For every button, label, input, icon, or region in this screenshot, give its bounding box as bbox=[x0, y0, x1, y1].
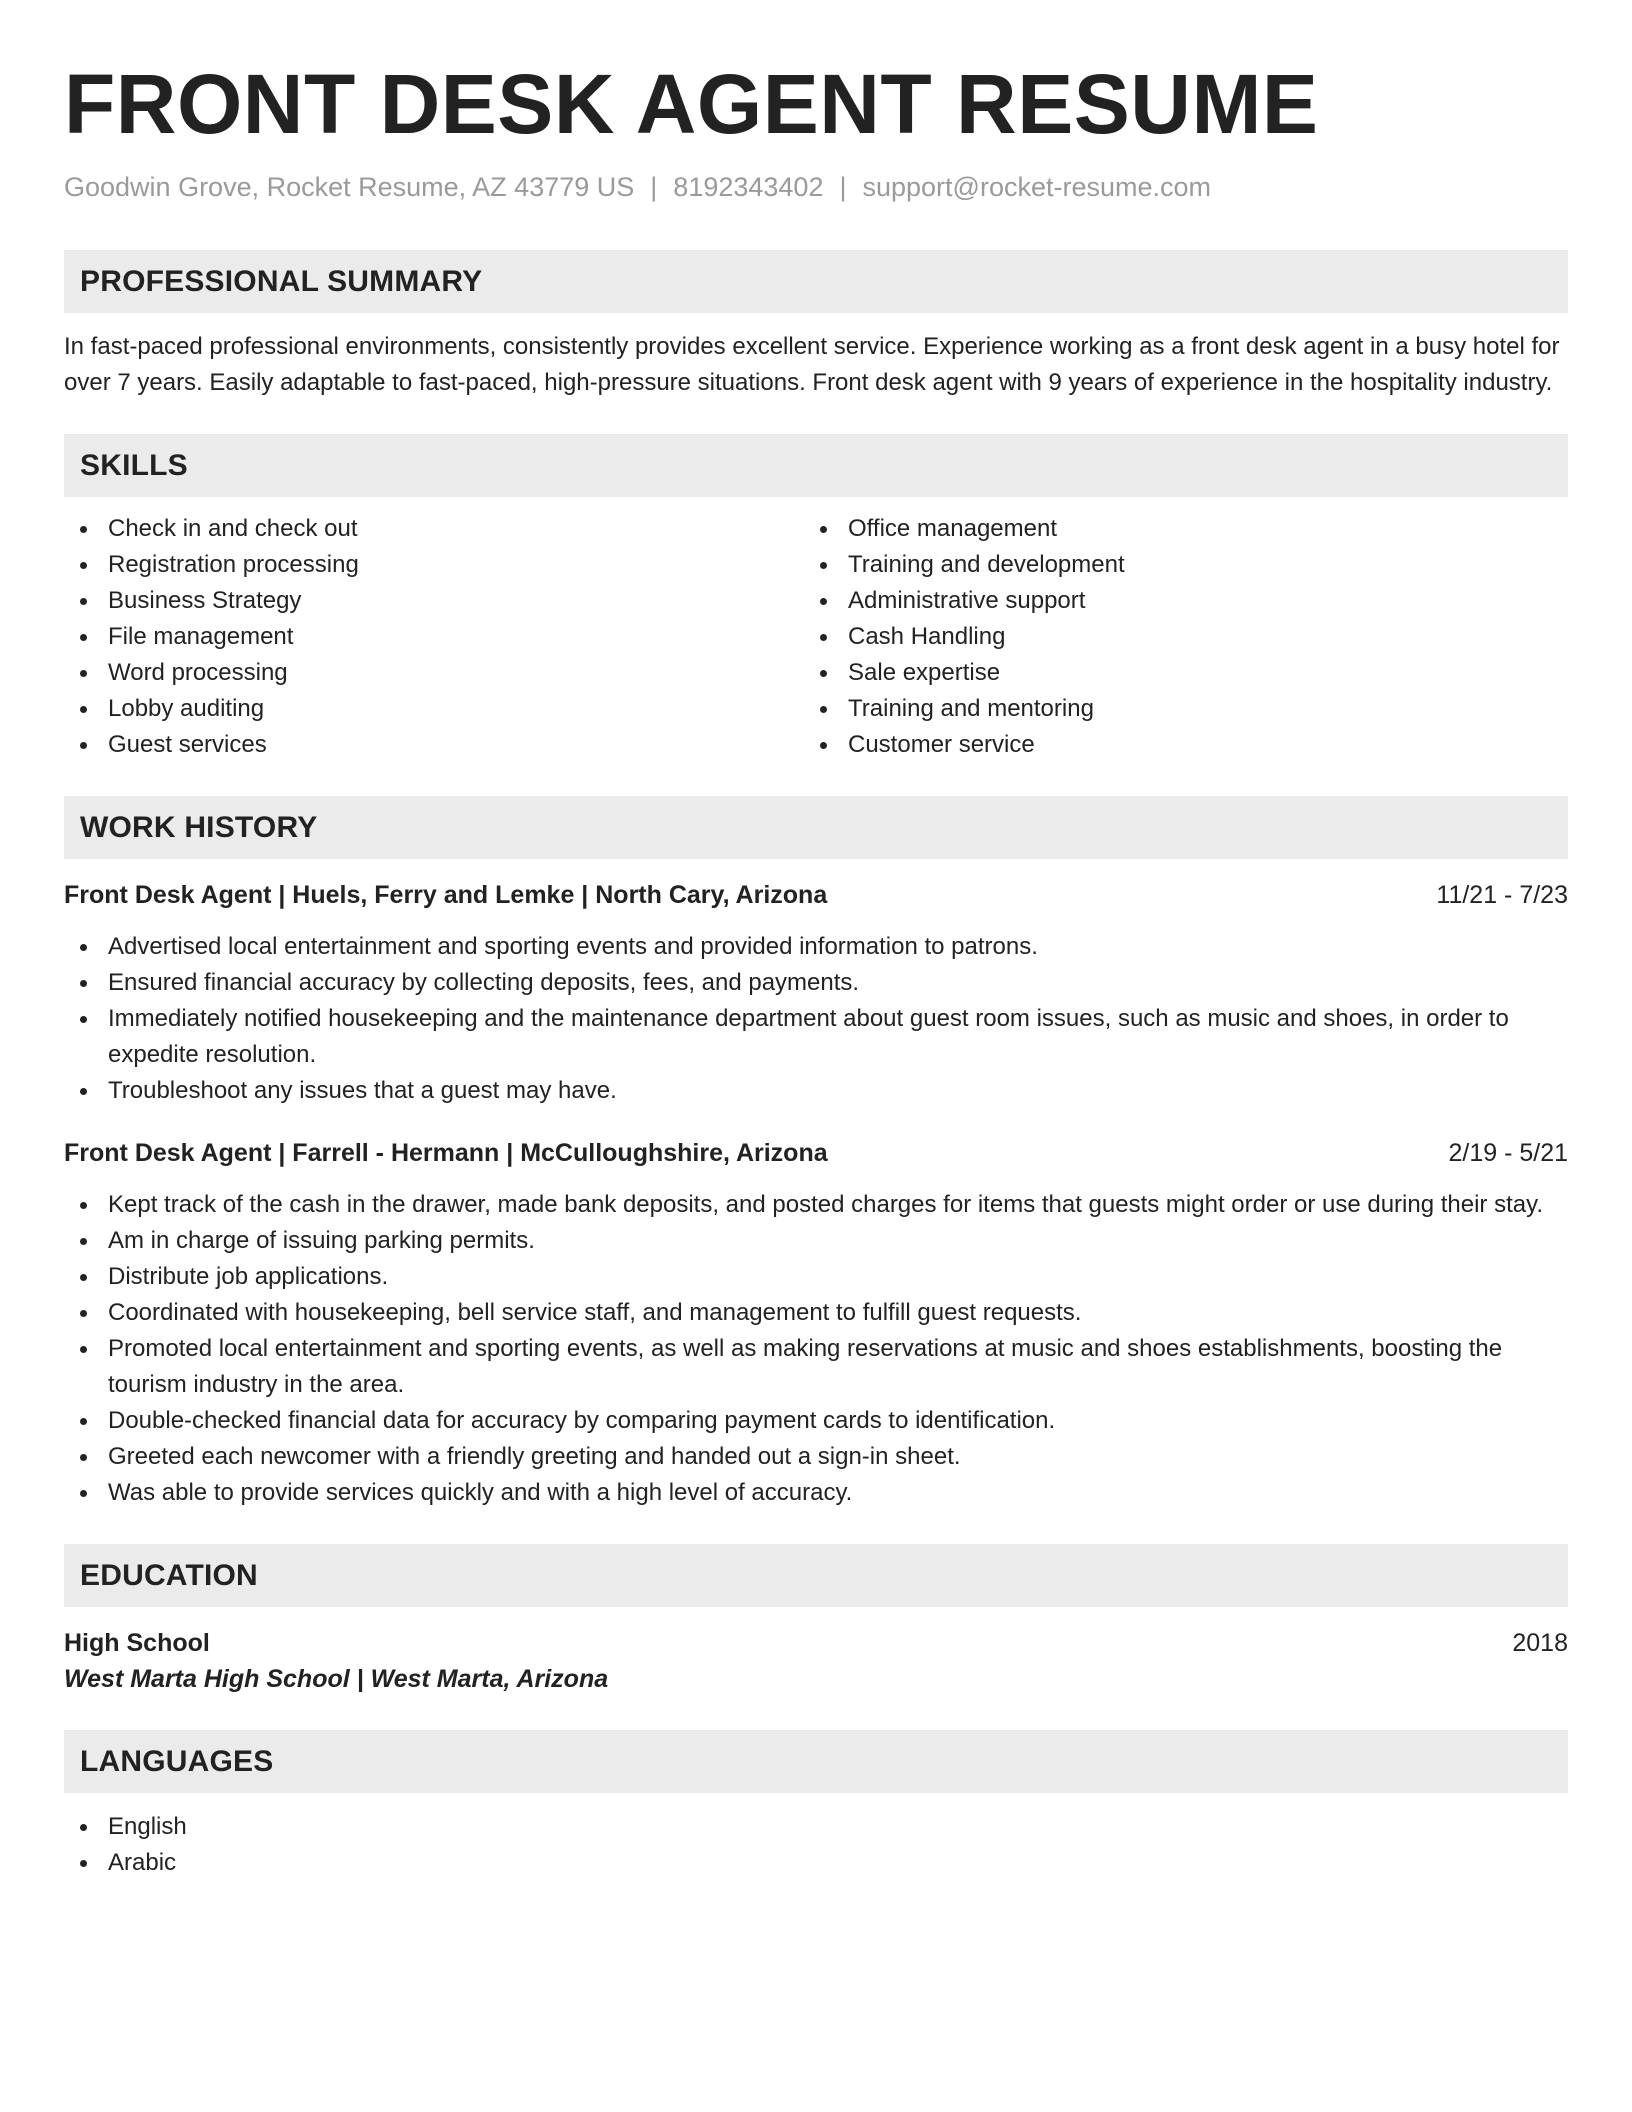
skill-item: Check in and check out bbox=[64, 511, 804, 547]
skill-item: Business Strategy bbox=[64, 583, 804, 619]
languages-list bbox=[64, 1809, 1568, 1881]
summary-text: In fast-paced professional environments, consistently provides excellent service. Experience working as a front desk agent in a busy hotel for over 7 years. Easily adaptable to fast-paced, high-pressure situations. Front desk agent with 9 years of experience in the hospitality industry. bbox=[64, 333, 1560, 397]
language-item: Arabic bbox=[64, 1845, 1568, 1881]
section-heading-work-history: WORK HISTORY bbox=[64, 796, 1568, 859]
job-title: Front Desk Agent | Huels, Ferry and Lemke | North Cary, Arizona bbox=[64, 881, 828, 910]
skill-item: Cash Handling bbox=[804, 619, 1544, 655]
job-bullet: Ensured financial accuracy by collecting deposits, fees, and payments. bbox=[64, 965, 1568, 1001]
job-entry bbox=[64, 877, 1568, 1109]
skill-item: Office management bbox=[804, 511, 1544, 547]
job-bullet: Distribute job applications. bbox=[64, 1259, 1568, 1295]
skill-item: Training and development bbox=[804, 547, 1544, 583]
skill-item: Lobby auditing bbox=[64, 691, 804, 727]
job-bullet: Kept track of the cash in the drawer, made bank deposits, and posted charges for items that guests might order or use during their stay. bbox=[64, 1187, 1568, 1223]
skill-item: File management bbox=[64, 619, 804, 655]
contact-address: Goodwin Grove, Rocket Resume, AZ 43779 US bbox=[64, 172, 635, 203]
job-bullet: Am in charge of issuing parking permits. bbox=[64, 1223, 1568, 1259]
job-bullet: Was able to provide services quickly and with a high level of accuracy. bbox=[64, 1475, 1568, 1511]
job-bullet: Coordinated with housekeeping, bell service staff, and management to fulfill guest requests. bbox=[64, 1295, 1568, 1331]
education-year: 2018 bbox=[1512, 1629, 1568, 1658]
job-dates: 2/19 - 5/21 bbox=[1448, 1139, 1568, 1168]
job-bullets bbox=[64, 929, 1568, 1109]
contact-separator: | bbox=[839, 172, 847, 203]
skills-column-left bbox=[64, 511, 804, 763]
job-bullet: Advertised local entertainment and sporting events and provided information to patrons. bbox=[64, 929, 1568, 965]
skill-item: Sale expertise bbox=[804, 655, 1544, 691]
contact-line bbox=[64, 172, 1568, 203]
job-bullet: Troubleshoot any issues that a guest may have. bbox=[64, 1073, 1568, 1109]
section-heading-summary: PROFESSIONAL SUMMARY bbox=[64, 250, 1568, 313]
education-entry bbox=[64, 1625, 1568, 1697]
resume-title: FRONT DESK AGENT RESUME bbox=[64, 57, 1319, 151]
job-entry bbox=[64, 1135, 1568, 1511]
skill-item: Training and mentoring bbox=[804, 691, 1544, 727]
education-school: West Marta High School | West Marta, Arizona bbox=[64, 1665, 609, 1694]
skill-item: Customer service bbox=[804, 727, 1544, 763]
contact-phone: 8192343402 bbox=[673, 172, 824, 203]
job-bullet: Promoted local entertainment and sporting events, as well as making reservations at music and shoes establishments, boosting the tourism industry in the area. bbox=[64, 1331, 1568, 1403]
skill-item: Guest services bbox=[64, 727, 804, 763]
job-bullet: Greeted each newcomer with a friendly greeting and handed out a sign-in sheet. bbox=[64, 1439, 1568, 1475]
job-dates: 11/21 - 7/23 bbox=[1436, 881, 1568, 910]
section-heading-skills: SKILLS bbox=[64, 434, 1568, 497]
skill-item: Word processing bbox=[64, 655, 804, 691]
education-degree: High School bbox=[64, 1629, 210, 1658]
job-bullet: Immediately notified housekeeping and the maintenance department about guest room issues, such as music and shoes, in order to expedite resolution. bbox=[64, 1001, 1568, 1073]
skills-column-right bbox=[804, 511, 1544, 763]
job-header bbox=[64, 877, 1568, 913]
skill-item: Administrative support bbox=[804, 583, 1544, 619]
contact-email: support@rocket-resume.com bbox=[862, 172, 1212, 203]
education-header bbox=[64, 1625, 1568, 1661]
job-header bbox=[64, 1135, 1568, 1171]
language-item: English bbox=[64, 1809, 1568, 1845]
skills-list bbox=[64, 511, 1568, 763]
job-bullets bbox=[64, 1187, 1568, 1511]
section-heading-education: EDUCATION bbox=[64, 1544, 1568, 1607]
job-bullet: Double-checked financial data for accuracy by comparing payment cards to identification. bbox=[64, 1403, 1568, 1439]
section-heading-languages: LANGUAGES bbox=[64, 1730, 1568, 1793]
skill-item: Registration processing bbox=[64, 547, 804, 583]
job-title: Front Desk Agent | Farrell - Hermann | McCulloughshire, Arizona bbox=[64, 1139, 828, 1168]
contact-separator: | bbox=[650, 172, 658, 203]
